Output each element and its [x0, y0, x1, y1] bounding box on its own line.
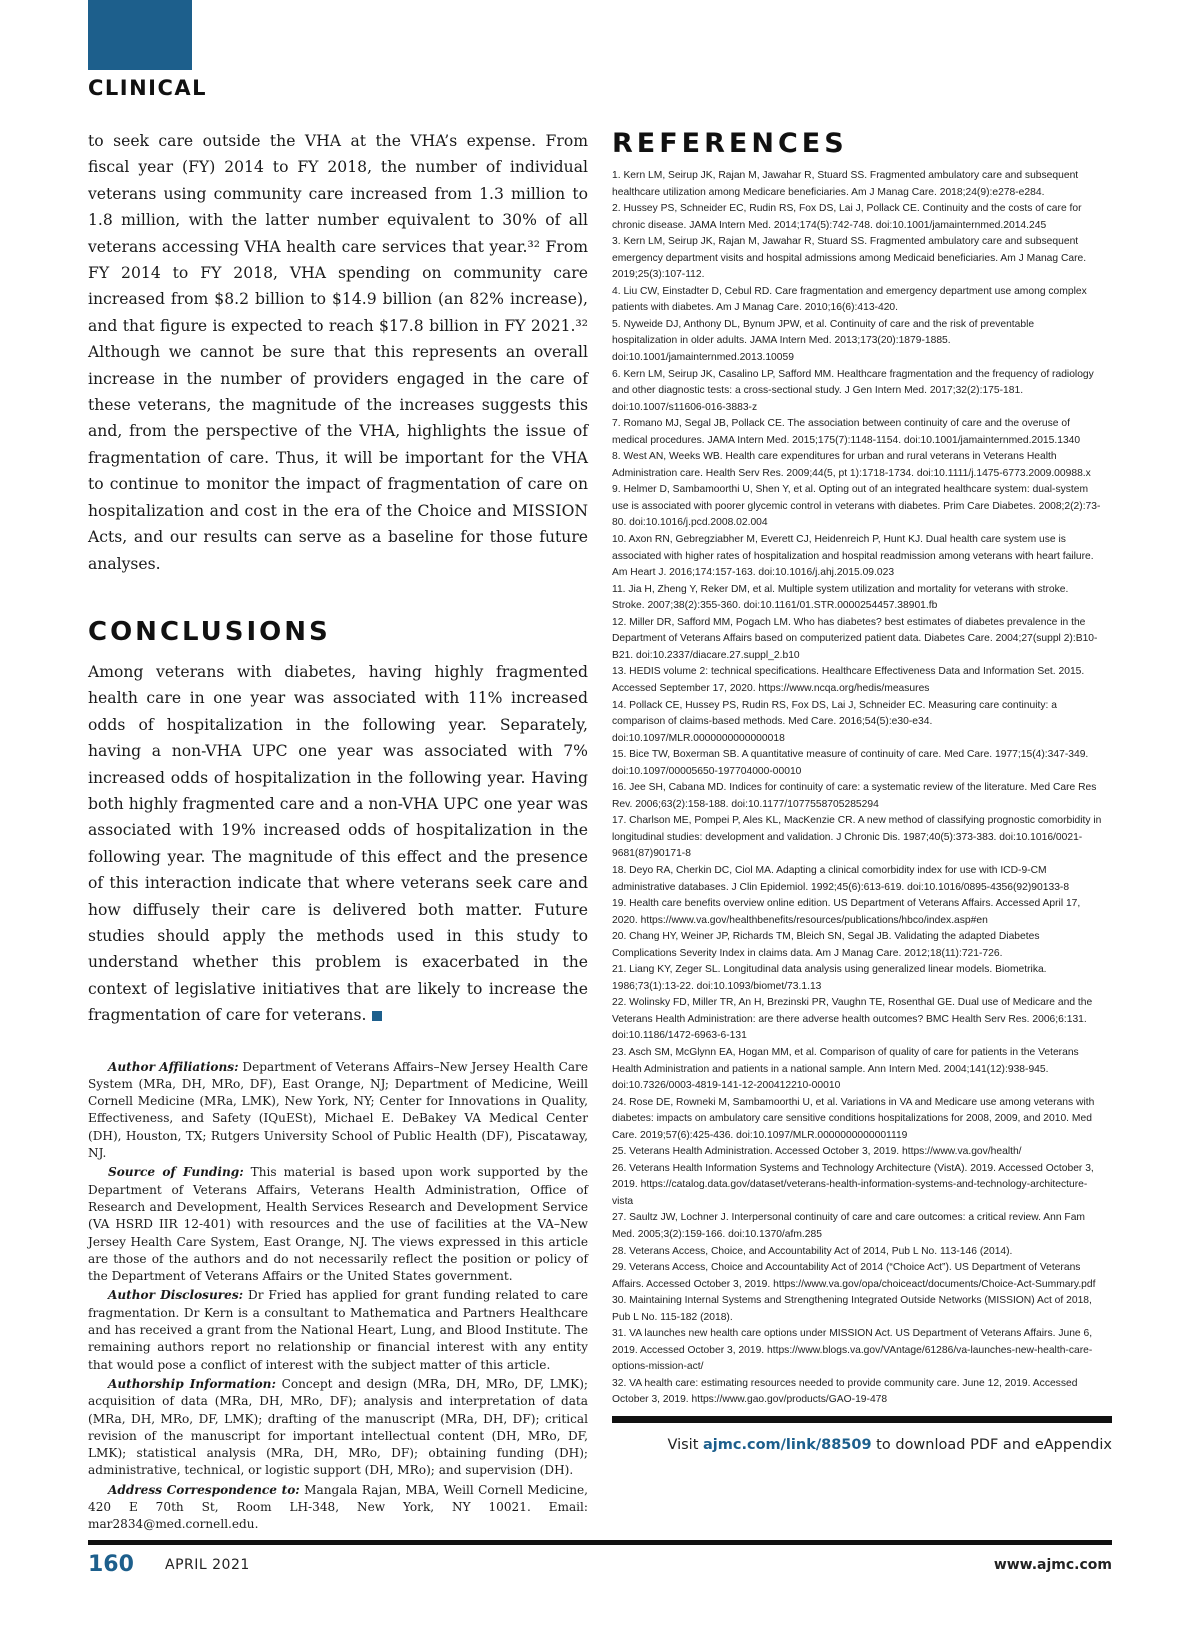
reference-item: 24. Rose DE, Rowneki M, Sambamoorthi U, et al. Variations in VA and Medicare use among veterans with diabetes: impacts on ambulatory care sensitive conditions hospitalizations for 2008, 2009, and 2010. Med Care. 2019;57(6):425-436. doi:10.1097/MLR.0000000000001119 [612, 1095, 1095, 1141]
reference-item: 18. Deyo RA, Cherkin DC, Ciol MA. Adapting a clinical comorbidity index for use with ICD-9-CM administrative databases. J Clin Epidemiol. 1992;45(6):613-619. doi:10.1016/0895-4356(92)90133-8 [612, 863, 1070, 893]
authorship-information [88, 1376, 588, 1480]
correspondence-text: Mangala Rajan, MBA, Weill Cornell Medicine, 420 E 70th St, Room LH-348, New York, NY 10021. Email: mar2834@med.cornell.edu. [88, 1482, 589, 1532]
footer-rule [88, 1540, 1112, 1545]
funding-text: This material is based upon work supported by the Department of Veterans Affairs, Veterans Health Administration, Office of Research and Development, Health Services Research and Development Service (VA HSRD IIR 12-401) with resources and the use of facilities at the VA–New Jersey Health Care System, East Orange, NJ. The views expressed in this article are those of the authors and do not necessarily reflect the position or policy of the Department of Veterans Affairs or the United States government. [88, 1165, 588, 1284]
download-note [612, 1437, 1112, 1453]
source-of-funding [88, 1164, 588, 1285]
disclosures-text: Dr Fried has applied for grant funding related to care fragmentation. Dr Kern is a consultant to Mathematica and Partners Healthcare and has received a grant from the National Heart, Lung, and Blood Institute. The remaining authors report no relationship or financial interest with any entity that would pose a conflict of interest with the subject matter of this article. [88, 1288, 589, 1372]
reference-item: 5. Nyweide DJ, Anthony DL, Bynum JPW, et al. Continuity of care and the risk of preventable hospitalization in older adults. JAMA Intern Med. 2013;173(20):1879-1885. doi:10.1001/jamainternmed.2013.10059 [612, 317, 1035, 364]
reference-item: 3. Kern LM, Seirup JK, Rajan M, Jawahar R, Stuard SS. Fragmented ambulatory care and subsequent emergency department visits and hospital admissions among Medicaid beneficiaries. Am J Manag Care. 2019;25(3):107-112. [612, 235, 1087, 281]
conclusions-heading: CONCLUSIONS [88, 616, 331, 647]
reference-item: 27. Saultz JW, Lochner J. Interpersonal continuity of care and care outcomes: a critical review. Ann Fam Med. 2005;3(2):159-166. doi:10.1370/afm.285 [612, 1211, 1086, 1240]
disclosures-label: Author Disclosures: [108, 1288, 244, 1303]
affiliations-text: Department of Veterans Affairs–New Jersey Health Care System (MRa, DH, MRo, DF), East Orange, NJ; Department of Medicine, Weill Cornell Medicine (MRa, LMK), New York, NY; Center for Innovations in Quality, Effectiveness, and Safety (IQuESt), Michael E. DeBakey VA Medical Center (DH), Houston, TX; Rutgers University School of Public Health (DF), Piscataway, NJ. [88, 1059, 588, 1161]
reference-item: 21. Liang KY, Zeger SL. Longitudinal data analysis using generalized linear models. Biometrika. 1986;73(1):13-22. doi:10.1093/biomet/73.1.13 [612, 963, 1047, 992]
reference-item: 30. Maintaining Internal Systems and Strengthening Integrated Outside Networks (MISSION) Act of 2018, Pub L No. 115-182 (2018). [612, 1294, 1092, 1323]
author-affiliations [88, 1059, 588, 1163]
end-of-article-square-icon [372, 1011, 382, 1021]
conclusions-text: Among veterans with diabetes, having highly fragmented health care in one year was associated with 11% increased odds of hospitalization in the following year. Separately, having a non-VHA UPC one year was associated with 7% increased odds of hospitalization in the following year. Having both highly fragmented care and a non-VHA UPC one year was associated with 19% increased odds of hospitalization in the following year. The magnitude of this effect and the presence of this interaction indicate that where veterans seek care and how diffusely their care is delivered both matter. Future studies should apply the methods used in this study to understand whether this problem is exacerbated in the context of legislative initiatives that are likely to increase the fragmentation of care for veterans. [88, 662, 588, 1025]
reference-item: 15. Bice TW, Boxerman SB. A quantitative measure of continuity of care. Med Care. 1977;15(4):347-349. doi:10.1097/00005650-197704000-00010 [612, 748, 1089, 777]
reference-item: 26. Veterans Health Information Systems and Technology Architecture (VistA). 2019. Accessed October 3, 2019. https://catalog.data.gov/dataset/veterans-health-information-systems-and-technology-architecture-vista [612, 1161, 1094, 1207]
issue-date: APRIL 2021 [165, 1557, 250, 1573]
reference-item: 28. Veterans Access, Choice, and Accountability Act of 2014, Pub L No. 113-146 (2014). [612, 1244, 1013, 1257]
reference-item: 4. Liu CW, Einstadter D, Cebul RD. Care fragmentation and emergency department use among complex patients with diabetes. Am J Manag Care. 2010;16(6):413-420. [612, 284, 1087, 314]
download-prefix: Visit [667, 1437, 703, 1454]
right-column [612, 128, 1112, 1453]
reference-item: 10. Axon RN, Gebregziabher M, Everett CJ, Heidenreich P, Hunt KJ. Dual health care system use is associated with higher rates of hospitalization and hospital readmission among veterans with heart failure. Am Heart J. 2016;174:157-163. doi:10.1016/j.ahj.2015.09.023 [612, 533, 1094, 579]
reference-item: 1. Kern LM, Seirup JK, Rajan M, Jawahar R, Stuard SS. Fragmented ambulatory care and subsequent healthcare utilization among Medicare beneficiaries. Am J Manag Care. 2018;24(9):e278-e284. [612, 169, 1079, 198]
reference-item: 2. Hussey PS, Schneider EC, Rudin RS, Fox DS, Lai J, Pollack CE. Continuity and the costs of care for chronic disease. JAMA Intern Med. 2014;174(5):742-748. doi:10.1001/jamainternmed.2014.245 [612, 202, 1082, 231]
address-correspondence [88, 1482, 588, 1534]
reference-item: 16. Jee SH, Cabana MD. Indices for continuity of care: a systematic review of the literature. Med Care Res Rev. 2006;63(2):158-188. doi:10.1177/1077558705285294 [612, 781, 1097, 810]
affiliations-label: Author Affiliations: [108, 1059, 239, 1074]
reference-item: 14. Pollack CE, Hussey PS, Rudin RS, Fox DS, Lai J, Schneider EC. Measuring care continuity: a comparison of claims-based methods. Med Care. 2016;54(5):e30-e34. doi:10.1097/MLR.0000000000000018 [612, 698, 1057, 744]
reference-item: 32. VA health care: estimating resources needed to provide community care. June 12, 2019. Accessed October 3, 2019. https://www.gao.gov/products/GAO-19-478 [612, 1376, 1078, 1406]
left-column [88, 128, 588, 1536]
author-disclosures [88, 1287, 588, 1373]
conclusions-paragraph [88, 659, 588, 1029]
references-list [612, 167, 1112, 1408]
reference-item: 25. Veterans Health Administration. Accessed October 3, 2019. https://www.va.gov/health/ [612, 1145, 1022, 1158]
reference-item: 9. Helmer D, Sambamoorthi U, Shen Y, et al. Opting out of an integrated healthcare system: dual-system use is associated with poorer glycemic control in veterans with diabetes. Prim Care Diabetes. 2008;2(2):73-80. doi:10.1016/j.pcd.2008.02.004 [612, 483, 1101, 529]
correspondence-label: Address Correspondence to: [108, 1482, 300, 1497]
download-suffix: to download PDF and eAppendix [871, 1437, 1112, 1454]
reference-item: 6. Kern LM, Seirup JK, Casalino LP, Safford MM. Healthcare fragmentation and the frequency of radiology and other diagnostic tests: a cross-sectional study. J Gen Intern Med. 2017;32(2):175-181. doi:10.1007/s11606-016-3883-z [612, 367, 1094, 413]
funding-label: Source of Funding: [108, 1165, 244, 1180]
author-information [88, 1059, 588, 1534]
reference-item: 22. Wolinsky FD, Miller TR, An H, Brezinski PR, Vaughn TE, Rosenthal GE. Dual use of Medicare and the Veterans Health Administration: are there adverse health outcomes? BMC Health Serv Res. 2006;6:131. doi:10.1186/1472-6963-6-131 [612, 996, 1093, 1042]
reference-item: 17. Charlson ME, Pompei P, Ales KL, MacKenzie CR. A new method of classifying prognostic comorbidity in longitudinal studies: development and validation. J Chronic Dis. 1987;40(5):373-383. doi:10.1016/0021-9681(87)90171-8 [612, 814, 1102, 860]
section-color-tab [88, 0, 192, 70]
reference-item: 11. Jia H, Zheng Y, Reker DM, et al. Multiple system utilization and mortality for veterans with stroke. Stroke. 2007;38(2):355-360. doi:10.1161/01.STR.0000254457.38901.fb [612, 582, 1069, 612]
reference-item: 7. Romano MJ, Segal JB, Pollack CE. The association between continuity of care and the overuse of medical procedures. JAMA Intern Med. 2015;175(7):1148-1154. doi:10.1001/jamainternmed.2015.1340 [612, 417, 1081, 446]
reference-item: 31. VA launches new health care options under MISSION Act. US Department of Veterans Affairs. June 6, 2019. Accessed October 3, 2019. https://www.blogs.va.gov/VAntage/61286/va-launches-new-health-care-options-mission-act/ [612, 1327, 1093, 1373]
authorship-label: Authorship Information: [108, 1376, 276, 1391]
reference-item: 20. Chang HY, Weiner JP, Richards TM, Bleich SN, Segal JB. Validating the adapted Diabetes Complications Severity Index in claims data. Am J Manag Care. 2012;18(11):721-726. [612, 930, 1040, 959]
reference-item: 12. Miller DR, Safford MM, Pogach LM. Who has diabetes? best estimates of diabetes prevalence in the Department of Veterans Affairs based on computerized patient data. Diabetes Care. 2004;27(suppl 2):B10-B21. doi:10.2337/diacare.27.suppl_2.b10 [612, 615, 1098, 661]
continuation-paragraph: to seek care outside the VHA at the VHA’s expense. From fiscal year (FY) 2014 to FY 2018, the number of individual veterans using community care increased from 1.3 million to 1.8 million, with the latter number equivalent to 30% of all veterans accessing VHA health care services that year.³² From FY 2014 to FY 2018, VHA spending on community care increased from $8.2 billion to $14.9 billion (an 82% increase), and that figure is expected to reach $17.8 billion in FY 2021.³² Although we cannot be sure that this represents an overall increase in the number of providers engaged in the care of these veterans, the magnitude of the increases suggests this and, from the perspective of the VHA, highlights the issue of fragmentation of care. Thus, it will be important for the VHA to continue to monitor the impact of fragmentation of care on hospitalization and cost in the era of the Choice and MISSION Acts, and our results can serve as a baseline for those future analyses. [88, 132, 588, 573]
references-divider [612, 1416, 1112, 1423]
reference-item: 29. Veterans Access, Choice and Accountability Act of 2014 (“Choice Act”). US Department of Veterans Affairs. Accessed October 3, 2019. https://www.va.gov/opa/choiceact/documents/Choice-Act-Summary.pdf [612, 1261, 1096, 1290]
site-url[interactable]: www.ajmc.com [993, 1557, 1112, 1573]
references-heading: REFERENCES [612, 128, 848, 159]
section-label: CLINICAL [88, 76, 208, 100]
reference-item: 23. Asch SM, McGlynn EA, Hogan MM, et al. Comparison of quality of care for patients in the Veterans Health Administration and patients in a national sample. Ann Intern Med. 2004;141(12):938-945. doi:10.7326/0003-4819-141-12-200412210-00010 [612, 1045, 1079, 1092]
reference-item: 8. West AN, Weeks WB. Health care expenditures for urban and rural veterans in Veterans Health Administration care. Health Serv Res. 2009;44(5, pt 1):1718-1734. doi:10.1111/j.1475-6773.2009.00988.x [612, 450, 1091, 479]
reference-item: 19. Health care benefits overview online edition. US Department of Veterans Affairs. Accessed April 17, 2020. https://www.va.gov/healthbenefits/resources/publications/hbco/index.asp#en [612, 897, 1081, 926]
reference-item: 13. HEDIS volume 2: technical specifications. Healthcare Effectiveness Data and Information Set. 2015. Accessed September 17, 2020. https://www.ncqa.org/hedis/measures [612, 665, 1085, 694]
authorship-text: Concept and design (MRa, DH, MRo, DF, LMK); acquisition of data (MRa, DH, MRo, DF); analysis and interpretation of data (MRa, DH, MRo, DF, LMK); drafting of the manuscript (MRa, DH, DF); critical revision of the manuscript for important intellectual content (DH, MRo, DF, LMK); statistical analysis (MRa, DH, MRo, DF); obtaining funding (DH); administrative, technical, or logistic support (DH, MRo); and supervision (DH). [88, 1376, 588, 1478]
page-number: 160 [88, 1552, 134, 1577]
download-link[interactable]: ajmc.com/link/88509 [703, 1437, 872, 1454]
